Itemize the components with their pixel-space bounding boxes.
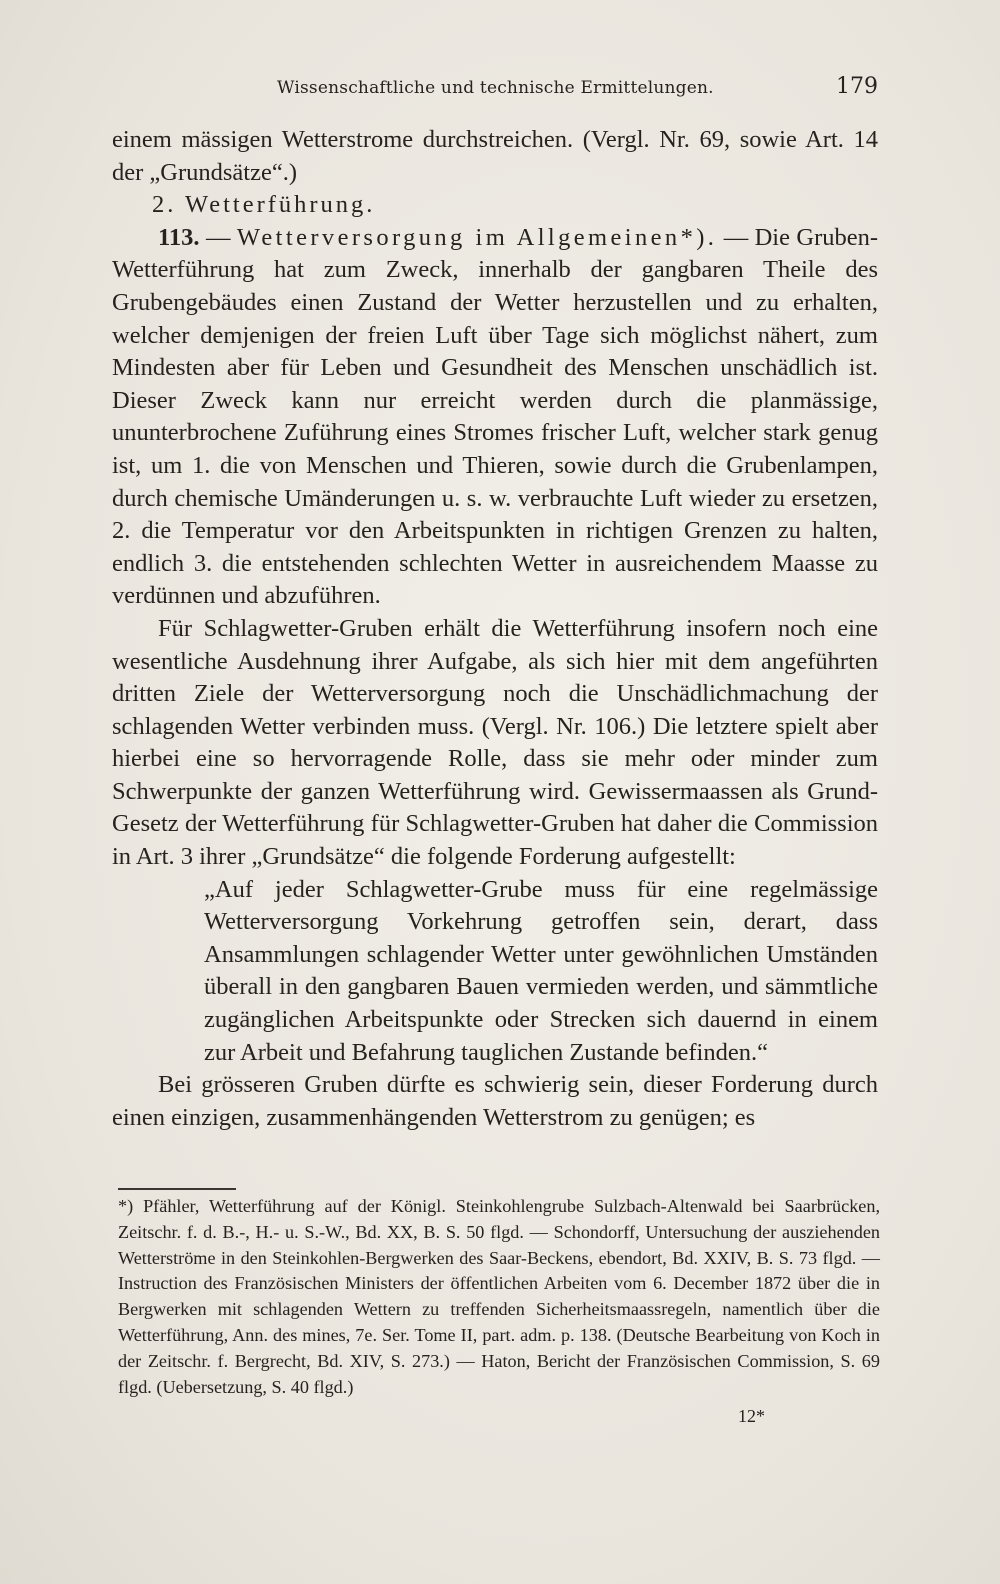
signature-mark: 12*	[738, 1406, 765, 1426]
footnote: *) Pfähler, Wetterführung auf der Königl. Steinkohlengrube Sulzbach-Altenwald bei Saarbrücken, Zeitschr. f. d. B.-, H.- u. S.-W., Bd. XX, B. S. 50 flgd. — Schondorff, Untersuchung der ausziehenden Wetterströme in den Steinkohlen-Bergwerken des Saar-Beckens, ebendort, Bd. XXIV, B. S. 73 flgd. — Instruction des Französischen Ministers der öffentlichen Arbeiten vom 6. December 1872 über die in Bergwerken mit schlagenden Wettern zu treffenden Sicherheitsmaassregeln, namentlich über die Wetterführung, Ann. des mines, 7e. Ser. Tome II, part. adm. p. 138. (Deutsche Bearbeitung von Koch in der Zeitschr. f. Bergrecht, Bd. XIV, S. 273.) — Haton, Bericht der Französischen Commission, S. 69 flgd. (Uebersetzung, S. 40 flgd.)	[118, 1196, 880, 1397]
page-number: 179	[836, 74, 878, 99]
main-text	[112, 124, 878, 1134]
heading-dash: —	[205, 223, 231, 251]
paragraph-groessere-gruben: Bei grösseren Gruben dürfte es schwierig sein, dieser Forderung durch einen einzigen, zusammenhängenden Wetterstrom zu genügen; es	[112, 1071, 878, 1131]
paragraph-continuation: einem mässigen Wetterstrome durchstreichen. (Vergl. Nr. 69, sowie Art. 14 der „Grundsätze“.)	[112, 126, 878, 186]
running-title: Wissenschaftliche und technische Ermittelungen.	[277, 78, 714, 98]
paragraph-113	[112, 222, 878, 613]
footnote-rule	[118, 1188, 236, 1190]
section-title: 2. Wetterführung.	[152, 191, 376, 219]
paragraph-113-text: — Die Gruben-Wetterführung hat zum Zweck, innerhalb der gangbaren Theile des Grubengebäudes einen Zustand der Wetter herzustellen und zu erhalten, welcher demjenigen der freien Luft über Tage sich möglichst nähert, zum Mindesten aber für Leben und Gesundheit des Menschen unschädlich ist. Dieser Zweck kann nur erreicht werden durch die planmässige, ununterbrochene Zuführung eines Stromes frischer Luft, welcher stark genug ist, um 1. die von Menschen und Thieren, sowie durch die Grubenlampen, durch chemische Umänderungen u. s. w. verbrauchte Luft wieder zu ersetzen, 2. die Temperatur vor den Arbeitspunkten in richtigen Grenzen zu halten, endlich 3. die entstehenden schlechten Wetter in ausreichendem Maasse zu verdünnen und abzuführen.	[112, 223, 879, 610]
page-header	[112, 74, 878, 108]
paragraph-schlagwetter: Für Schlagwetter-Gruben erhält die Wetterführung insofern noch eine wesentliche Ausdehnung ihrer Aufgabe, als sich hier mit dem angeführten dritten Ziele der Wetterversorgung noch die Unschädlichmachung der schlagenden Wetter verbinden muss. (Vergl. Nr. 106.) Die letztere spielt aber hierbei eine so hervorragende Rolle, dass sie mehr oder minder zum Schwerpunkte der ganzen Wetterführung wird. Gewissermaassen als Grund-Gesetz der Wetterführung für Schlagwetter-Gruben hat daher die Commission in Art. 3 ihrer „Grundsätze“ die folgende Forderung aufgestellt:	[112, 614, 878, 871]
quoted-requirement: „Auf jeder Schlagwetter-Grube muss für eine regelmässige Wetterversorgung Vorkehrung getroffen sein, derart, dass Ansammlungen schlagender Wetter unter gewöhnlichen Umständen überall in den gangbaren Bauen vermieden werden, und sämmtliche zugänglichen Arbeitspunkte oder Strecken sich dauernd in einem zur Arbeit und Befahrung tauglichen Zustande befinden.“	[204, 875, 878, 1066]
paragraph-number: 113.	[158, 223, 200, 251]
paragraph-heading: Wetterversorgung im Allgemeinen*).	[236, 223, 718, 251]
